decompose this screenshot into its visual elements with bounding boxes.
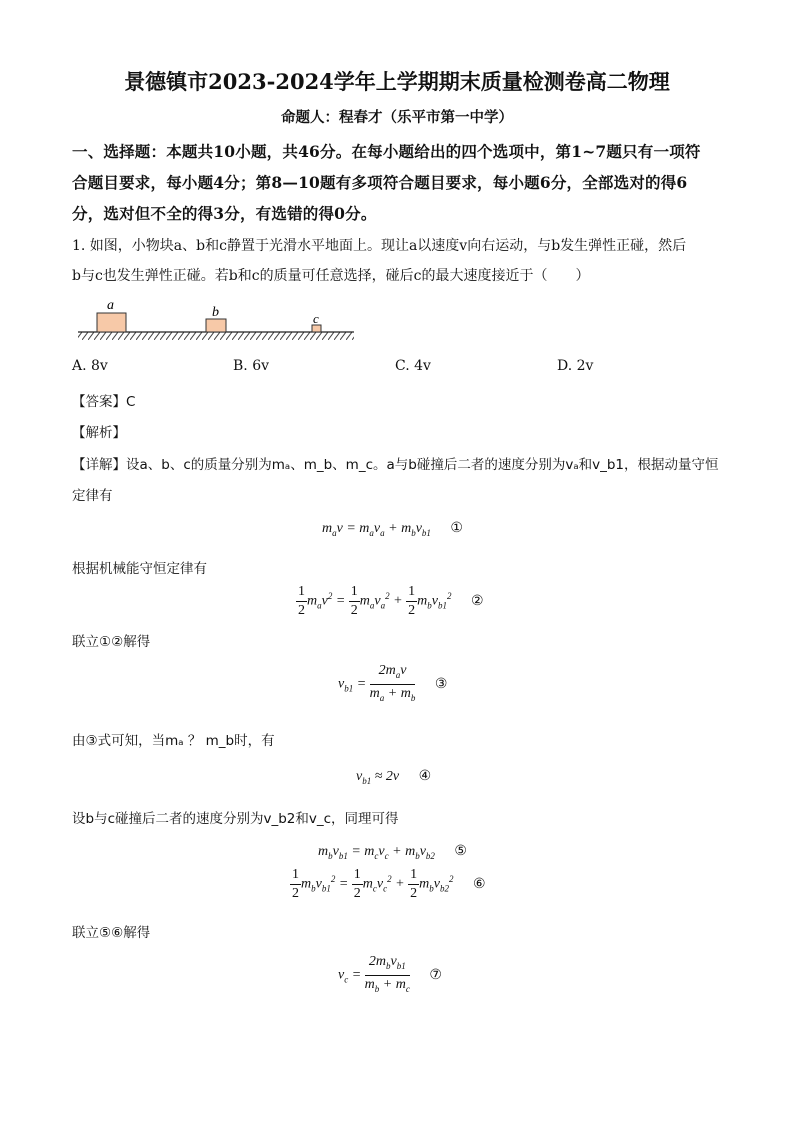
equation-number-3: ③ <box>434 676 448 692</box>
equation-3: $v_{b1}$ = $\frac{2m_av}{m_a + m_b}$ ③ <box>338 663 448 703</box>
text-bc-collision: 设b与c碰撞后二者的速度分别为v_b2和v_c，同理可得 <box>72 811 399 827</box>
section-instruction-line-2: 合题目要求，每小题4分；第8—10题有多项符合题目要求，每小题6分，全部选对的得6 <box>72 173 688 192</box>
section-instruction-line-3: 分，选对但不全的得3分，有选错的得0分。 <box>72 204 377 223</box>
page-title: 景德镇市2023-2024学年上学期期末质量检测卷高二物理 <box>124 69 670 94</box>
block-c-label: c <box>313 311 319 326</box>
option-c: C. 4v <box>395 358 431 374</box>
option-d: D. 2v <box>557 358 594 374</box>
block-c <box>312 325 321 332</box>
equation-1: $m_av = m_av_a + m_bv_{b1}$ ① <box>322 521 463 538</box>
equation-5: $m_bv_{b1} = m_cv_c + m_bv_{b2}$ ⑤ <box>318 844 467 861</box>
block-b <box>206 319 226 332</box>
section-instruction-line-1: 一、选择题：本题共10小题，共46分。在每小题给出的四个选项中，第1~7题只有一项符 <box>72 142 701 161</box>
equation-number-6: ⑥ <box>472 876 486 892</box>
block-b-label: b <box>212 305 219 320</box>
option-a: A. 8v <box>72 358 108 374</box>
author-line: 命题人：程春才（乐平市第一中学） <box>281 109 513 126</box>
blocks-figure <box>70 292 370 344</box>
equation-number-1: ① <box>450 521 463 536</box>
equation-number-4: ④ <box>418 769 432 784</box>
answer-label: 【答案】C <box>72 394 136 410</box>
equation-number-5: ⑤ <box>454 844 467 859</box>
equation-7: $v_c$ = $\frac{2m_bv_{b1}}{m_b + m_c}$ ⑦ <box>338 954 442 994</box>
detail-line-1: 【详解】设a、b、c的质量分别为mₐ、m_b、m_c。a与b碰撞后二者的速度分别为vₐ和v_b1，根据动量守恒 <box>72 457 719 473</box>
question-stem-line-2: b与c也发生弹性正碰。若b和c的质量可任意选择，碰后c的最大速度接近于（ ） <box>72 268 590 284</box>
detail-line-2: 定律有 <box>72 488 113 504</box>
ground-hatch <box>78 332 354 340</box>
option-b: B. 6v <box>233 358 270 374</box>
text-combine-12: 联立①②解得 <box>72 634 151 650</box>
block-a-label: a <box>107 298 114 313</box>
question-stem-line-1: 1. 如图，小物块a、b和c静置于光滑水平地面上。现让a以速度v向右运动，与b发生弹性正碰，然后 <box>72 238 687 254</box>
equation-2: $\frac{1}{2}$ $m_av^2$ = $\frac{1}{2}$ $m_av_a^2$ + $\frac{1}{2}$ $m_bv_{b1}^2$ ② <box>298 584 484 618</box>
text-from-3: 由③式可知，当mₐ ？ m_b时，有 <box>72 733 275 749</box>
block-a <box>97 313 126 332</box>
analysis-label: 【解析】 <box>72 425 126 441</box>
equation-6: $\frac{1}{2}$ $m_bv_{b1}^2$ = $\frac{1}{2}$ $m_cv_c^2$ + $\frac{1}{2}$ $m_bv_{b2}^2$ ⑥ <box>292 867 486 901</box>
equation-number-2: ② <box>470 593 484 609</box>
text-energy: 根据机械能守恒定律有 <box>72 561 207 577</box>
equation-number-7: ⑦ <box>429 967 442 983</box>
text-combine-56: 联立⑤⑥解得 <box>72 925 151 941</box>
equation-4: $v_{b1} \approx 2v$ ④ <box>356 769 432 786</box>
